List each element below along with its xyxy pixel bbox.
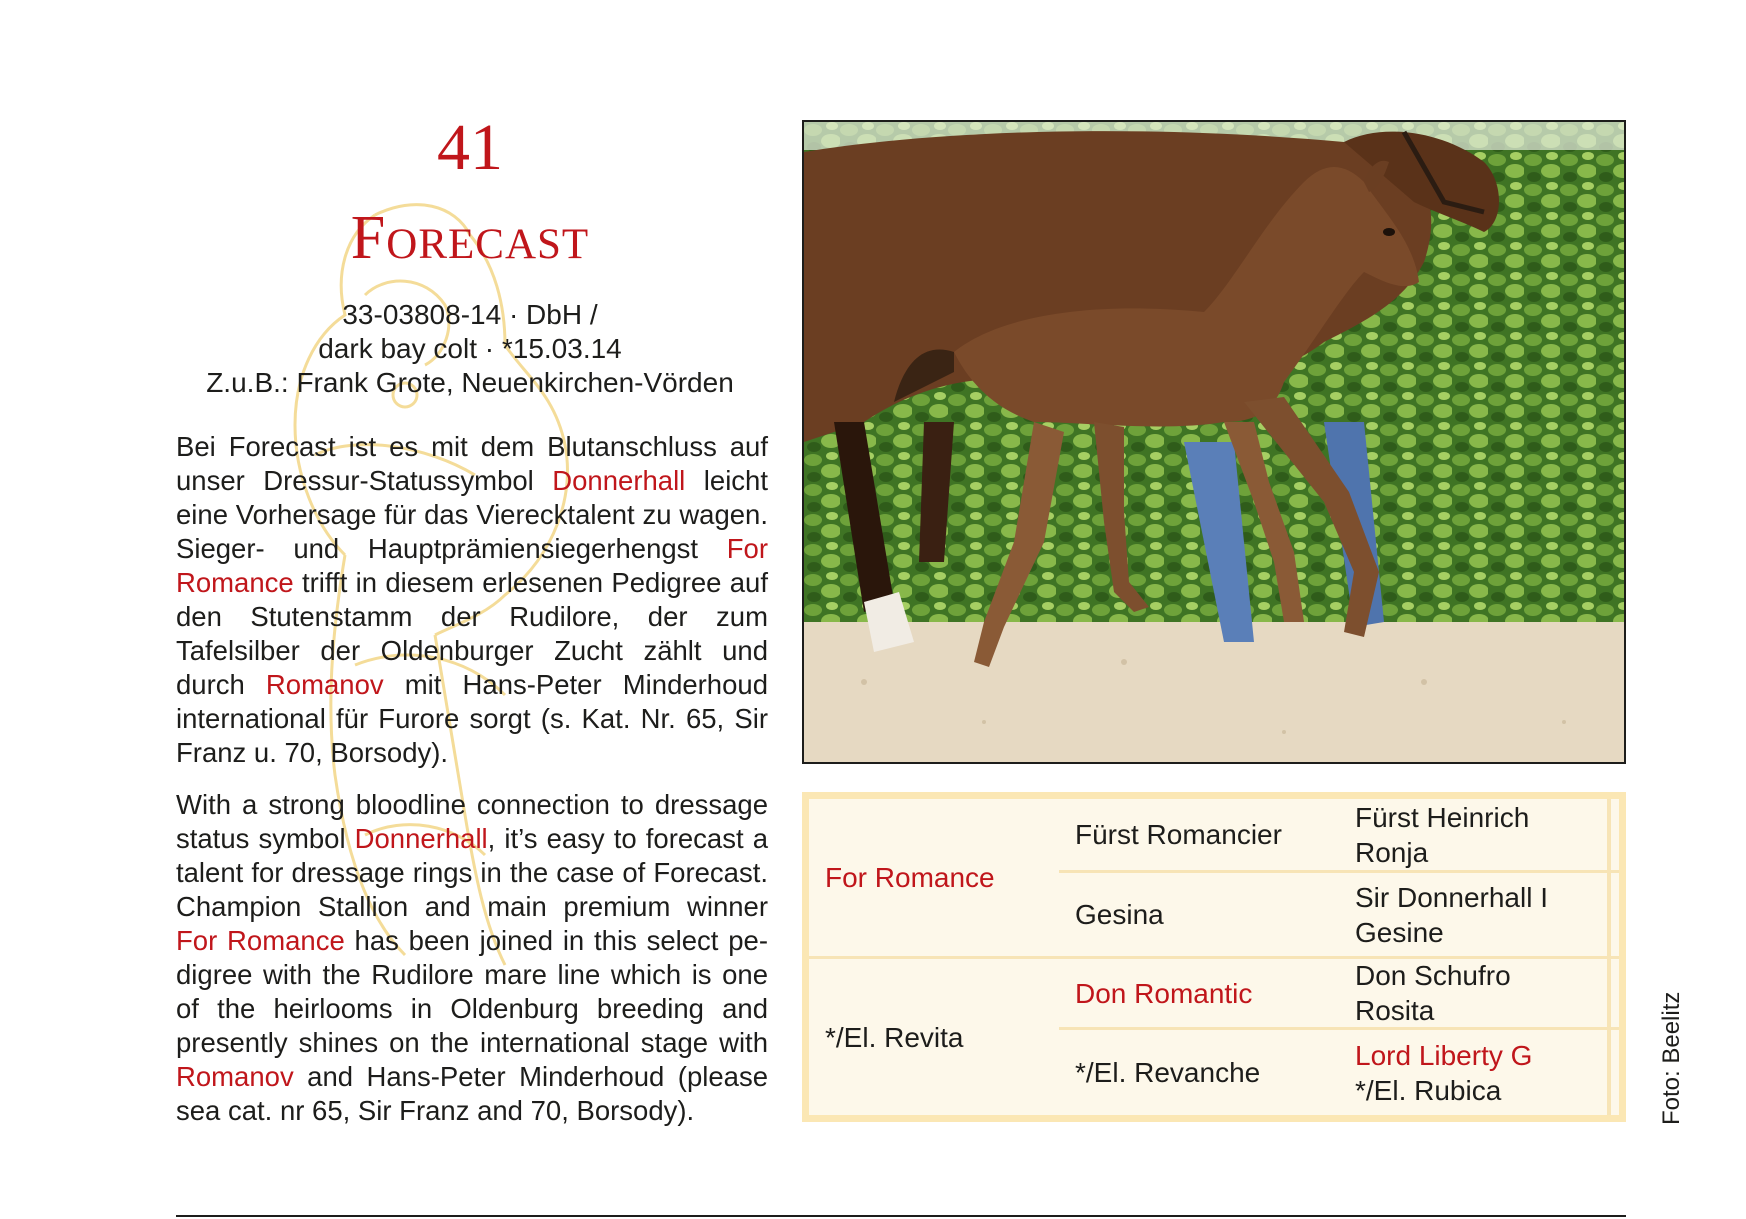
highlight-for-romance: For Romance [176,925,345,956]
pedigree-dam-sire: Don Romantic [1075,977,1253,1009]
horse-name: Forecast [350,204,590,272]
pedigree-ancestor: Sir Donnerhall I [1355,881,1548,913]
text-run: Bei Forecast ist es mit dem Blutanschluss auf unser Dressur-Statussymbol [176,431,768,496]
pedigree-sire: For Romance [825,862,995,893]
pedigree-table [802,792,1626,1122]
pedigree-ancestor: Ronja [1355,836,1429,868]
description-english [176,788,768,1128]
pedigree-ancestor: Rosita [1355,995,1435,1026]
text-run: , it’s easy to forecast a talent for dressage rings in the case of Forecast. Champion Stallion and main premium winner [176,823,768,922]
horse-details [160,298,780,400]
horse-photo [802,120,1626,764]
pedigree-ancestor: Fürst Heinrich [1355,801,1530,833]
horse-photo-illustration [804,122,1624,762]
highlight-for-romance: For Romance [176,533,768,598]
pedigree-gen3-group [1339,799,1607,870]
text-run: has been joined in this select pedigree with the Rudilore mare line which is one of the heirlooms in Oldenburg breeding and presently shines on the international stage with [176,925,768,1058]
registration-line: 33-03808-14 · DbH / [342,299,598,330]
pedigree-ancestor: Lord Liberty G [1355,1039,1533,1071]
pedigree-ancestor: Don Schufro [1355,960,1511,991]
breeder-line: Z.u.B.: Frank Grote, Neuenkirchen-Vörden [206,367,734,398]
highlight-donnerhall: Donnerhall [354,823,488,854]
lot-number: 41 [437,111,503,184]
pedigree-inner [809,799,1619,1115]
pedigree-ancestor: */El. Rubica [1355,1074,1502,1106]
pedigree-divider [1607,799,1611,1115]
pedigree-sire-sire: Fürst Romancier [1075,819,1282,850]
pedigree-gen3-group [1339,959,1607,1027]
text-run: mit Hans-Peter Minderhoud international für Furore sorgt (s. Kat. Nr. 65, Sir Franz u. 70, Borsody). [176,669,768,768]
description-line: dark bay colt · *15.03.14 [318,333,622,364]
text-run: leicht eine Vorhersage für das Vierecktalent zu wagen. Sieger- und Hauptprämiensiegerhengst [176,465,768,564]
pedigree-gen3-group [1339,1030,1607,1115]
highlight-romanov: Romanov [176,1061,294,1092]
photo-credit: Foto: Beelitz [1658,991,1685,1125]
pedigree-dam-dam: */El. Revanche [1075,1057,1261,1088]
highlight-donnerhall: Donnerhall [552,465,686,496]
text-run: trifft in diesem erlesenen Pedigree auf den Stutenstamm der Rudilore, der zum Tafelsilber der Oldenburger Zucht zählt und durch [176,567,768,700]
pedigree-dam: */El. Revita [825,1021,964,1053]
text-run: and Hans-Peter Minderhoud (please sea cat. nr 65, Sir Franz and 70, Borsody). [176,1061,768,1126]
pedigree-sire-dam: Gesina [1075,899,1164,930]
highlight-romanov: Romanov [265,669,384,700]
bottom-rule [176,1215,1626,1217]
text-run: With a strong bloodline connection to dressage status symbol [176,789,768,854]
pedigree-ancestor: Gesine [1355,916,1444,948]
pedigree-gen3-group [1339,873,1607,956]
description-german [176,430,768,770]
